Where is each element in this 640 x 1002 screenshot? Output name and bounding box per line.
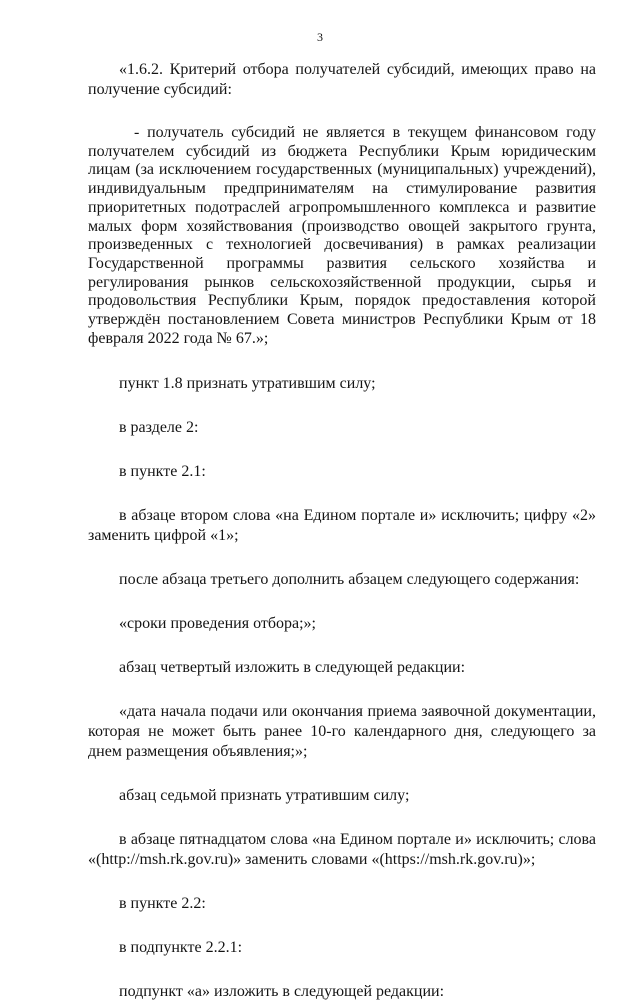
paragraph-section-2: в разделе 2: xyxy=(119,419,199,437)
paragraph-item-2-2: в пункте 2.2: xyxy=(119,895,206,913)
paragraph-fifteenth-abzac: в абзаце пятнадцатом слова «на Едином портале и» исключить; слова «(http://msh.rk.gov.ru)» заменить словами «(https://msh.rk.gov.ru)»; xyxy=(88,831,596,869)
paragraph-subitem-a: подпункт «а» изложить в следующей редакции: xyxy=(119,983,445,1001)
paragraph-selection-dates: «сроки проведения отбора;»; xyxy=(119,615,316,633)
paragraph-after-third-abzac: после абзаца третьего дополнить абзацем следующего содержания: xyxy=(119,571,580,589)
paragraph-start-date: «дата начала подачи или окончания приема заявочной документации, которая не может быть ранее 10-го календарного дня, следующего за днем размещения объявления;»; xyxy=(88,703,596,761)
paragraph-criterion-heading: «1.6.2. Критерий отбора получателей субсидий, имеющих право на получение субсидий: xyxy=(88,61,596,98)
paragraph-item-2-1: в пункте 2.1: xyxy=(119,463,206,481)
page-number: 3 xyxy=(317,30,323,44)
paragraph-item-1-8: пункт 1.8 признать утратившим силу; xyxy=(119,375,376,393)
paragraph-second-abzac: в абзаце втором слова «на Едином портале и» исключить; цифру «2» заменить цифрой «1»; xyxy=(88,507,596,545)
paragraph-seventh-abzac: абзац седьмой признать утратившим силу; xyxy=(119,787,410,805)
paragraph-criterion-text: - получатель субсидий не является в текущем финансовом году получателем субсидий из бюджета Республики Крым юридическим лицам (за исключением государственных (муниципальных) учреждений), индивидуальным предпринимателям на стимулирование развития приоритетных подотраслей агропромышленного комплекса и развитие малых форм хозяйствования (производство овощей закрытого грунта, произведенных с технологией досвечивания) в рамках реализации Государственной программы развития сельского хозяйства и регулирования рынков сельскохозяйственной продукции, сырья и продовольствия Республики Крым, порядок предоставления которой утверждён постановлением Совета министров Республики Крым от 18 февраля 2022 года № 67.»; xyxy=(88,124,596,347)
document-body xyxy=(88,60,596,1002)
paragraph-subitem-2-2-1: в подпункте 2.2.1: xyxy=(119,939,243,957)
paragraph-fourth-abzac: абзац четвертый изложить в следующей редакции: xyxy=(119,659,466,677)
